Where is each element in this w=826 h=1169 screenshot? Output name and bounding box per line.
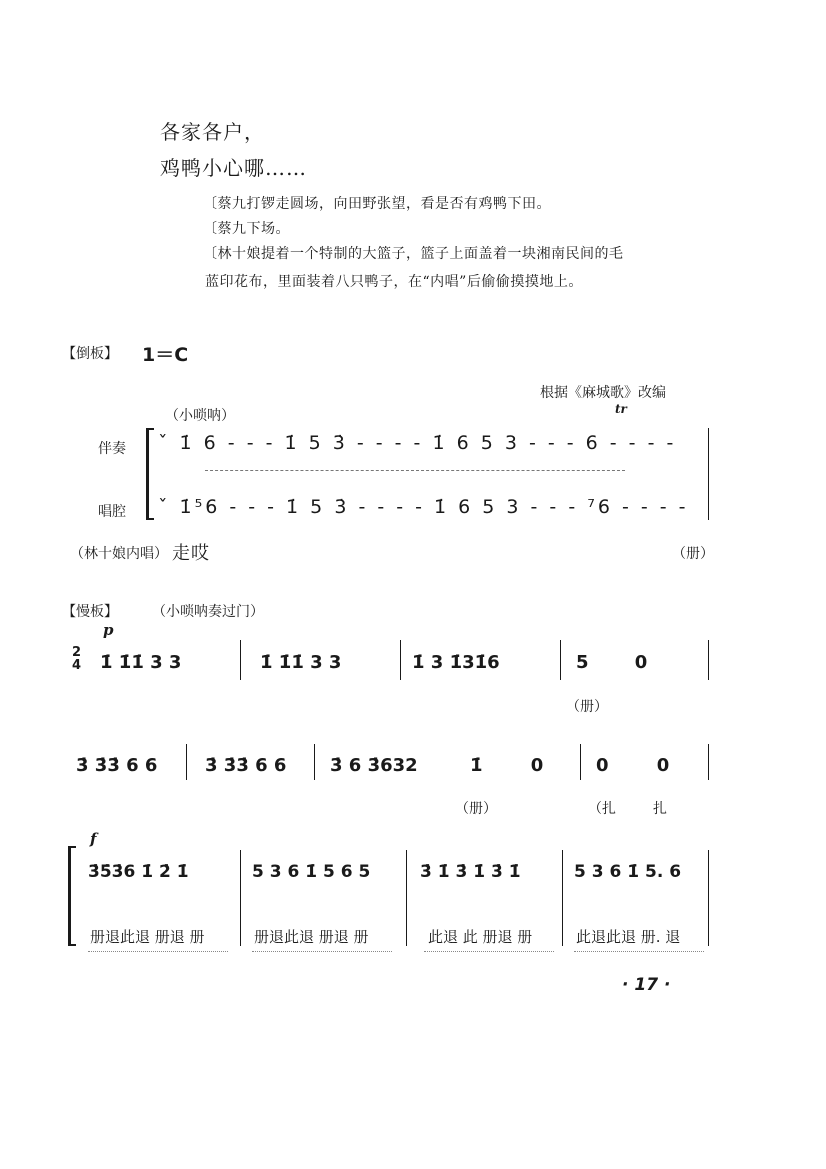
barline — [562, 850, 563, 946]
dynamic-f: f — [90, 830, 97, 848]
barline — [240, 640, 241, 680]
row3-lyric-2: 册退此退 册退 册 — [254, 928, 369, 946]
barline — [400, 640, 401, 680]
tremolo-mark: tr — [615, 402, 627, 416]
stage-direction-4: 蓝印花布，里面装着八只鸭子，在“内唱”后偷偷摸摸地上。 — [205, 274, 583, 290]
accompaniment-notes: ˇ 1̇ 6 - - - 1̇ 5 3̇ - - - - 1̇ 6 5 3 - - - 6 - - - - — [158, 432, 677, 454]
row2-shout-3: 扎 — [653, 801, 667, 817]
row2-shout-1: （册） — [455, 801, 497, 817]
row3-lyric-3: 此退 此 册退 册 — [428, 928, 533, 946]
row1-measure-2: 1̇ 1̇1̇ 3 3 — [260, 652, 342, 673]
accompaniment-label: 伴奏 — [98, 441, 126, 457]
system-brace — [146, 428, 149, 520]
lyric-underline — [88, 951, 228, 952]
row3-lyric-4: 此退此退 册. 退 — [576, 928, 681, 946]
lyric-underline — [252, 951, 392, 952]
staff-dash-line — [205, 470, 625, 471]
key-signature: 1＝C — [142, 344, 189, 366]
row3-measure-3: 3̇ 1̇ 3̇ 1̇ 3̇ 1̇ — [420, 862, 521, 882]
vocal-note: （林十娘内唱） — [70, 546, 168, 562]
barline — [560, 640, 561, 680]
barline — [406, 850, 407, 946]
row3-measure-2: 5 3 6 1̇ 5 6 5 — [252, 862, 371, 882]
system-brace-3 — [68, 846, 71, 946]
row2-measure-5: 0 0 — [596, 755, 670, 776]
instrument-note: （小唢呐） — [165, 408, 235, 424]
vocal-label: 唱腔 — [98, 504, 126, 520]
lyric-zou-ai: 走哎 — [172, 543, 210, 564]
barline — [314, 744, 315, 780]
row3-measure-1: 3̇5̇3̇6 1̇ 2̇ 1̇ — [88, 862, 189, 882]
stage-direction-3: 〔林十娘提着一个特制的大篮子，篮子上面盖着一块湘南民间的毛 — [203, 246, 624, 262]
verse-line-1: 各家各户， — [160, 120, 265, 144]
barline — [708, 850, 709, 946]
row1-measure-1: 1̇ 1̇1̇ 3 3 — [100, 652, 182, 673]
page-number: · 17 · — [622, 975, 671, 995]
barline — [708, 640, 709, 680]
vocal-notes: ˇ 1̇⁵6 - - - 1̇ 5 3̇ - - - - 1̇ 6 5 3 - - - ⁷6 - - - - — [158, 496, 689, 518]
time-sig-bottom: 4 — [72, 658, 82, 673]
row2-shout-2: （扎 — [588, 801, 616, 817]
barline — [186, 744, 187, 780]
tempo-marking-manban: 【慢板】 — [62, 604, 118, 620]
barline — [708, 744, 709, 780]
system-brace-top — [146, 428, 154, 430]
final-barline — [708, 428, 709, 520]
time-sig-top: 2 — [72, 645, 82, 660]
row1-measure-3: 1̇ 3 1̇31̇6 — [412, 652, 500, 673]
verse-line-2: 鸡鸭小心哪…… — [160, 156, 307, 180]
lyric-underline — [424, 951, 554, 952]
barline — [580, 744, 581, 780]
row1-measure-4: 5 0 — [576, 652, 648, 673]
time-signature — [72, 646, 81, 672]
row2-measure-3: 3̇ 6 3̇632 — [330, 755, 418, 776]
interlude-note: （小唢呐奏过门） — [152, 604, 264, 620]
source-note: 根据《麻城歌》改编 — [540, 385, 666, 401]
system-brace-3-top — [68, 846, 76, 848]
barline — [240, 850, 241, 946]
tempo-marking-daoban: 【倒板】 — [62, 346, 118, 362]
row2-measure-2: 3̇ 3̇3̇ 6 6 — [205, 755, 287, 776]
row3-measure-4: 5 3 6 1̇ 5. 6 — [574, 862, 682, 882]
row3-lyric-1: 册退此退 册退 册 — [90, 928, 205, 946]
system-brace-3-bottom — [68, 944, 76, 946]
stage-direction-1: 〔蔡九打锣走圆场，向田野张望，看是否有鸡鸭下田。 — [203, 196, 551, 212]
row2-measure-4: 1̇ 0 — [470, 755, 544, 776]
stage-direction-2: 〔蔡九下场。 — [203, 221, 290, 237]
shout-ce: （册） — [672, 546, 714, 562]
system-brace-bottom — [146, 518, 154, 520]
dynamic-p: p — [103, 621, 114, 639]
row1-shout: （册） — [566, 699, 608, 715]
lyric-underline — [574, 951, 704, 952]
row2-measure-1: 3̇ 3̇3̇ 6 6 — [76, 755, 158, 776]
